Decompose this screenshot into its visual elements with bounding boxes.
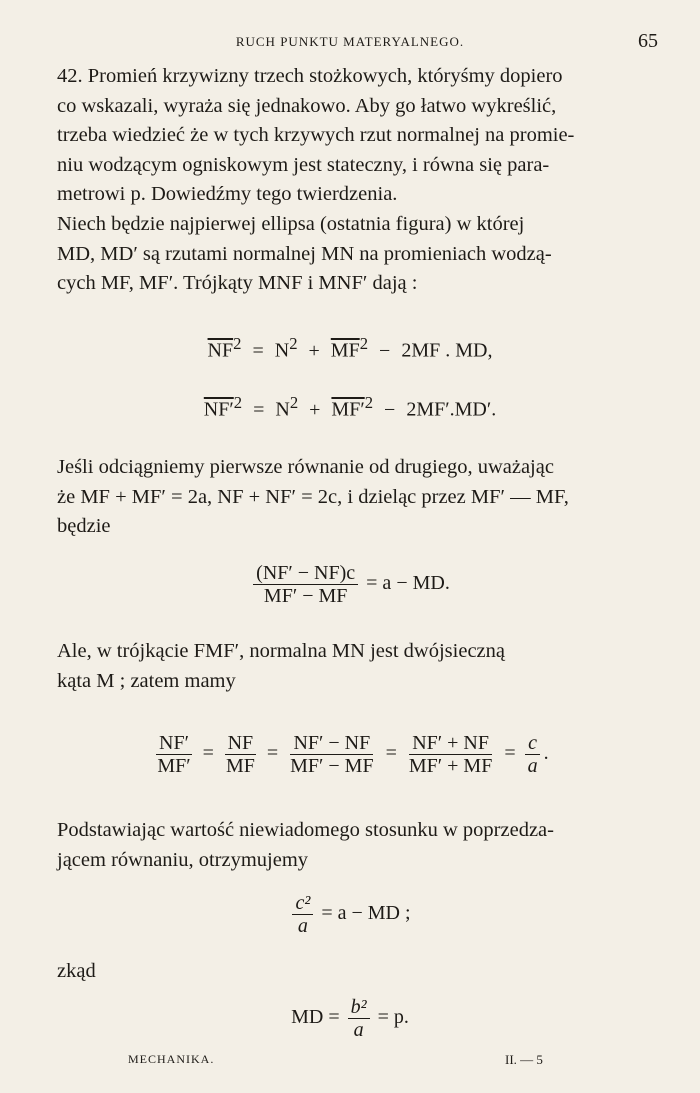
eq1-tail: 2MF . MD, — [401, 339, 493, 362]
eq3-rhs: = a − MD. — [366, 572, 450, 595]
text-line: Niech będzie najpierwej ellipsa (ostatnia figura) w której — [57, 213, 525, 235]
equation-6 — [0, 996, 700, 1041]
text-line: będzie — [57, 515, 111, 537]
eq3-numerator: (NF′ − NF)c — [253, 562, 358, 585]
page-number: 65 — [638, 30, 658, 52]
equation-5 — [0, 892, 700, 937]
text-line: niu wodzącym ogniskowym jest stateczny, i równa się para- — [57, 153, 550, 176]
text-line: cych MF, MF′. Trójkąty MNF i MNF′ dają : — [57, 272, 418, 294]
paragraph-whence — [57, 957, 654, 987]
eq4-fraction — [223, 732, 258, 777]
eq6-lhs: MD = — [291, 1006, 340, 1029]
equation-4: $\frac{NF'}{MF'}$ = $\frac{NF}{MF}$ = $\frac{NF' - NF}{MF' - MF}$ = $\frac{NF' + NF}{MF' + MF}$ = $\frac{c}{a}$ . — [0, 732, 700, 777]
paragraph-bisector — [57, 637, 654, 696]
text-line: jącem równaniu, otrzymujemy — [57, 848, 309, 871]
text-line: 42. Promień krzywizny trzech stożkowych, któryśmy dopiero — [57, 65, 563, 87]
eq2-lhs: NF′ — [203, 398, 234, 421]
footer-sheet-mark: II. — 5 — [505, 1052, 543, 1067]
eq4-num-3: NF′ − NF — [290, 732, 373, 755]
text-line: metrowi p. Dowiedźmy tego twierdzenia. — [57, 183, 398, 205]
eq6-numerator: b² — [348, 996, 370, 1019]
eq1-mf-exp: 2 — [359, 334, 369, 353]
page-footer — [0, 1052, 700, 1076]
paragraph-substitute — [57, 816, 654, 875]
eq3-denominator: MF′ − MF — [263, 585, 348, 607]
text-line: MD, MD′ są rzutami normalnej MN na promieniach wodzą- — [57, 242, 552, 265]
eq4-num-4: NF′ + NF — [409, 732, 492, 755]
eq4-fraction — [406, 732, 495, 777]
eq4-num-5: c — [525, 732, 540, 755]
paragraph-subtract — [57, 453, 654, 542]
eq2-n: N — [275, 398, 290, 421]
eq1-lhs: $\overline{NF}$ — [207, 339, 234, 362]
eq1-lhs-exp: 2 — [233, 334, 242, 353]
eq1-n-exp: 2 — [289, 334, 298, 353]
eq5-denominator: a — [297, 915, 308, 937]
eq2-mf-exp: 2 — [364, 393, 374, 412]
eq4-num-2: NF — [225, 732, 257, 755]
eq2-tail: 2MF′.MD′. — [406, 398, 497, 421]
eq5-fraction — [292, 892, 313, 937]
paragraph-42 — [57, 62, 654, 210]
text-line: Podstawiając wartość niewiadomego stosunku w poprzedza- — [57, 819, 554, 841]
footer-signature: MECHANIKA. — [128, 1052, 215, 1066]
eq6-fraction — [348, 996, 370, 1041]
eq1-n: N — [274, 339, 290, 362]
eq4-den-5: a — [527, 755, 538, 777]
running-head — [0, 30, 700, 54]
text-line: kąta M ; zatem mamy — [57, 669, 236, 692]
equation-3 — [0, 562, 700, 607]
eq4-num-1: NF′ — [156, 732, 192, 755]
equation-1: $\overline{NF}^2 = N^2 + \overline{MF}^2 - 2MF$ . MD, — [207, 334, 493, 362]
eq4-den-4: MF′ + MF — [408, 755, 493, 777]
paragraph-ellipse — [57, 210, 654, 299]
eq5-numerator: c² — [292, 892, 313, 915]
text-line: Ale, w trójkącie FMF′, normalna MN jest dwójsieczną — [57, 640, 505, 662]
eq6-denominator: a — [353, 1019, 364, 1041]
text-line: że MF + MF′ = 2a, NF + NF′ = 2c, i dzieląc przez MF′ — MF, — [57, 485, 569, 508]
eq4-den-2: MF — [225, 755, 255, 777]
eq4-den-1: MF′ — [157, 755, 191, 777]
eq5-rhs: = a − MD ; — [321, 902, 411, 925]
running-title: RUCH PUNKTU MATERYALNEGO. — [235, 34, 465, 49]
eq4-den-3: MF′ − MF — [290, 755, 374, 777]
eq4-fraction — [154, 732, 193, 777]
eq1-mf: $\overline{MF}$ — [330, 339, 360, 362]
text-line: Jeśli odciągniemy pierwsze równanie od drugiego, uważając — [57, 456, 554, 478]
eq6-rhs: = p. — [377, 1006, 409, 1029]
text-line: co wskazali, wyraża się jednakowo. Aby go łatwo wykreślić, — [57, 94, 557, 117]
eq4-fraction — [287, 732, 376, 777]
eq2-n-exp: 2 — [289, 393, 299, 412]
eq4-fraction — [525, 732, 541, 777]
text-line: trzeba wiedzieć że w tych krzywych rzut normalnej na promie- — [57, 124, 575, 146]
eq2-mf: MF′ — [331, 398, 365, 421]
equation-2: $NF'^2 = N^2 + MF'^2 - 2MF'.MD'$. — [203, 393, 497, 421]
eq3-fraction — [253, 562, 358, 607]
eq4-end: . — [543, 742, 549, 765]
text-line: zkąd — [57, 960, 96, 982]
eq2-lhs-exp: 2 — [233, 393, 243, 412]
